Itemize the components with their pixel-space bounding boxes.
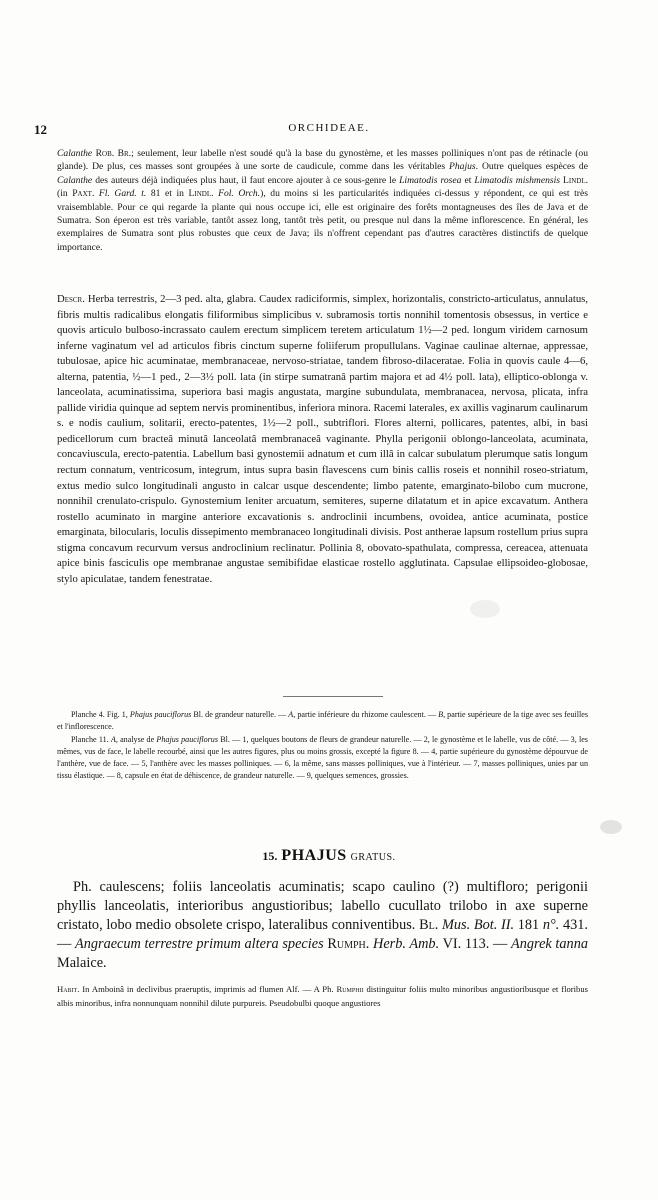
diagnosis-run: Mus. Bot. II.: [441, 917, 515, 934]
habitat-run: distinguitur foliis multo minoribus angustioribusque et floribus albis minoribus, infra nonnunquam nonnihil dilute purpureis. Pseudobulbi quoque angustiores: [57, 984, 588, 1008]
latin-description: [57, 292, 588, 587]
plate-4-run: A: [288, 710, 294, 719]
intro-paragraph-run: . Outre quelques espèces de: [475, 161, 588, 173]
plate-4-run: , partie supérieure de la tige avec ses feuilles et l'inflorescence.: [57, 710, 588, 732]
diagnosis-run: Malaice.: [57, 955, 107, 972]
intro-paragraph-run: Calanthe: [57, 148, 93, 159]
species-diagnosis: [57, 878, 588, 973]
habitat-note: [57, 983, 588, 1010]
paper-spot: [600, 820, 622, 834]
diagnosis-run: Rumph.: [327, 936, 370, 953]
plate-11-run: , analyse de: [115, 734, 157, 744]
paper-spot: [470, 600, 500, 618]
plate-4-run: Phajus pauciflorus: [129, 710, 192, 719]
intro-paragraph-run: Limatodis rosea: [399, 174, 462, 186]
intro-paragraph-run: Rob. Br.: [92, 148, 132, 159]
diagnosis-run: Bl.: [419, 917, 439, 934]
habitat-run: In Amboinâ in declivibus praeruptis, imprimis ad flumen Alf. — A Ph.: [79, 984, 337, 994]
species-heading: [0, 847, 658, 865]
intro-paragraph-run: (in: [57, 188, 73, 200]
species-epithet: GRATUS.: [350, 852, 396, 863]
page-header: [0, 122, 658, 138]
diagnosis-run: Angrek tanna: [511, 936, 589, 953]
intro-paragraph-run: Limatodis mishmensis: [474, 174, 561, 186]
plate-4-run: B: [438, 710, 444, 719]
intro-paragraph-run: Lindl.: [188, 188, 214, 200]
description-run: Descr.: [57, 293, 85, 305]
plate-11-caption: [57, 734, 588, 783]
plate-11-run: Planche 11.: [71, 734, 111, 744]
plate-11-run: Bl. — 1, quelques boutons de fleurs de grandeur naturelle. — 2, le gynostème et le labelle, vus de côté. — 3, les mêmes, vus de face, le labelle recourbé, ainsi que les autres figures, plus ou moins grossis, excepté la figure 8. — 4, partie supérieure du gynostème dépourvue de l'anthère, vue de face. — 5, l'anthère avec les masses polliniques. — 6, la même, sans masses polliniques, vue à l'intérieur. — 7, masses polliniques, unies par un tissu élastique. — 8, capsule en état de déhiscence, de grandeur naturelle. — 9, quelques semences, grossies.: [57, 734, 588, 781]
diagnosis-run: n°.: [542, 917, 560, 934]
plate-4-run: Planche 4. Fig. 1,: [71, 710, 130, 719]
habitat-run: Rumphii: [336, 984, 364, 994]
diagnosis-run: Herb. Amb.: [373, 936, 440, 953]
intro-paragraph-run: ), du moins si les particularités indiquées ci-dessus y répondent, ce qui est très vraisemblable. Pour ce qui regarde la plante qui nous occupe ici, elle est originaire des forêts montagneuses des îles de Java et de Sumatra. Son éperon est très variable, tantôt assez long, tantôt très petit, ou presque nul dans la même inflorescence. En général, les exemplaires de Sumatra sont plus robustes que ceux de Java; ils n'offrent cependant pas d'autres caractères distinctifs de quelque importance.: [57, 188, 588, 253]
plate-4-run: Bl. de grandeur naturelle. —: [191, 710, 289, 719]
plate-11-run: Phajus pauciflorus: [156, 734, 218, 744]
diagnosis-run: 431. —: [57, 917, 589, 953]
intro-paragraph-run: Calanthe: [57, 174, 93, 186]
running-title: ORCHIDEAE.: [288, 122, 370, 134]
diagnosis-run: VI. 113. —: [439, 936, 512, 953]
species-number: 15.: [262, 849, 278, 863]
species-genus: PHAJUS: [281, 847, 347, 864]
intro-paragraph-run: ; seulement, leur labelle n'est soudé qu'à la base du gynostème, et les masses polliniques n'ont pas de rétinacle (ou glande). De plus, ces masses sont groupées à une sorte de caudicule, comme dans les véritables: [57, 148, 588, 173]
intro-paragraph-run: Fl. Gard. t.: [98, 188, 147, 200]
page-number: 12: [34, 122, 47, 137]
diagnosis-run: 181: [514, 917, 543, 934]
intro-paragraph-run: des auteurs déjà indiquées plus haut, il faut encore ajouter à ce sous-genre le: [92, 174, 400, 186]
diagnosis-run: Angraecum terrestre primum altera species: [74, 936, 324, 953]
plate-4-run: , partie inférieure du rhizome caulescent. —: [293, 710, 439, 719]
intro-paragraph-run: Lindl.: [560, 174, 589, 186]
plate-11-run: A: [110, 734, 116, 744]
intro-paragraph-run: Paxt.: [72, 188, 95, 200]
intro-paragraph-run: Fol. Orch.: [218, 188, 261, 200]
description-run: Herba terrestris, 2—3 ped. alta, glabra. Caudex radiciformis, simplex, horizontalis, constricto-articulatus, annulatus, fibris multis radicalibus elongatis filiformibus simplicibus v. subramosis tortis nonnihil tomentosis obsessus, in vertice e quovis articulo bulboso-incrassato caulem erectum simplicem teretem articulatum 1½—2 ped. longum viridem carnosum inferne vaginatum vel ad articulos fibris cinctum superne foliiferum propullulans. Vaginae caulinae alternae, appressae, tubulosae, apice hic acuminatae, membranaceae, nervoso-striatae, tandem fibroso-dilaceratae. Folia in quovis caule 4—6, alterna, patentia, ½—1 ped., 2—3½ poll. lata (in stirpe sumatranâ partim majora et ad 4½ poll. lata), elliptico-oblonga v. lanceolata, acuminatissima, superiora basi magis angustata, margine subundulata, membranacea, nervosa, plicata, infra pallide viridia quinque ad septem nervis prominentibus, inferiora minora. Racemi laterales, ex axillis vaginarum caulinarum s. e nodis caulium, solitarii, erecto-patentes, 1½—2 poll., subtriflori. Flores alterni, pollicares, patentes, albi, in basi pedicellorum cum bracteâ minutâ lanceolatâ membranaceâ vaginante. Phylla perigonii oblongo-lanceolata, acuminata, concaviuscula, erecto-patentia. Labellum basi gynostemii adnatum et cum illâ in calcar subulatum plerumque satis longum rectum connatum, ventricosum, integrum, intus supra basin flavescens cum binis callis roseis et nonnihil roseo-striatum, extus medio sulco longitudinali angusto in calcar usque descendente; limbo patente, emarginato-bilobo cum mucrone, nonnihil crenulato-crispulo. Gynostemium leniter arcuatum, semiteres, superne dilatatum et in apice excavatum. Anthera rostello acuminato in margine anteriore excavationis s. androclinii incumbens, ovoidea, antice acuminata, postice emarginata, bilocularis, loculis dissepimento membranaceo longitudinali divisis. Post antherae lapsum rostellum prius supra stigma concavum recurvum versus androclinium reclinatur. Pollinia 8, obovato-spathulata, compressa, cereacea, attenuata apice binis fasciculis ope membranae angustae semibifidae elasticae rostello agglutinata. Capsulae ellipsoideo-globosae, stylo apiculatae, tandem fenestratae.: [57, 293, 588, 585]
plate-4-caption: [57, 709, 588, 734]
section-divider: [283, 696, 383, 697]
intro-paragraph-run: 81 et in: [146, 188, 189, 200]
intro-paragraph-run: Phajus: [449, 161, 476, 173]
intro-paragraph-run: et: [461, 174, 475, 186]
plate-captions: [57, 709, 588, 783]
habitat-run: Habit.: [57, 984, 80, 994]
diagnosis-run: Ph. caulescens; foliis lanceolatis acuminatis; scapo caulino (?) multifloro; perigonii phyllis lanceolatis, interioribus angustioribus; labello cucullato trilobo in axe superne cristato, lobo medio obsolete crispo, lateralibus conniventibus.: [57, 879, 588, 934]
intro-paragraph: [57, 147, 588, 254]
